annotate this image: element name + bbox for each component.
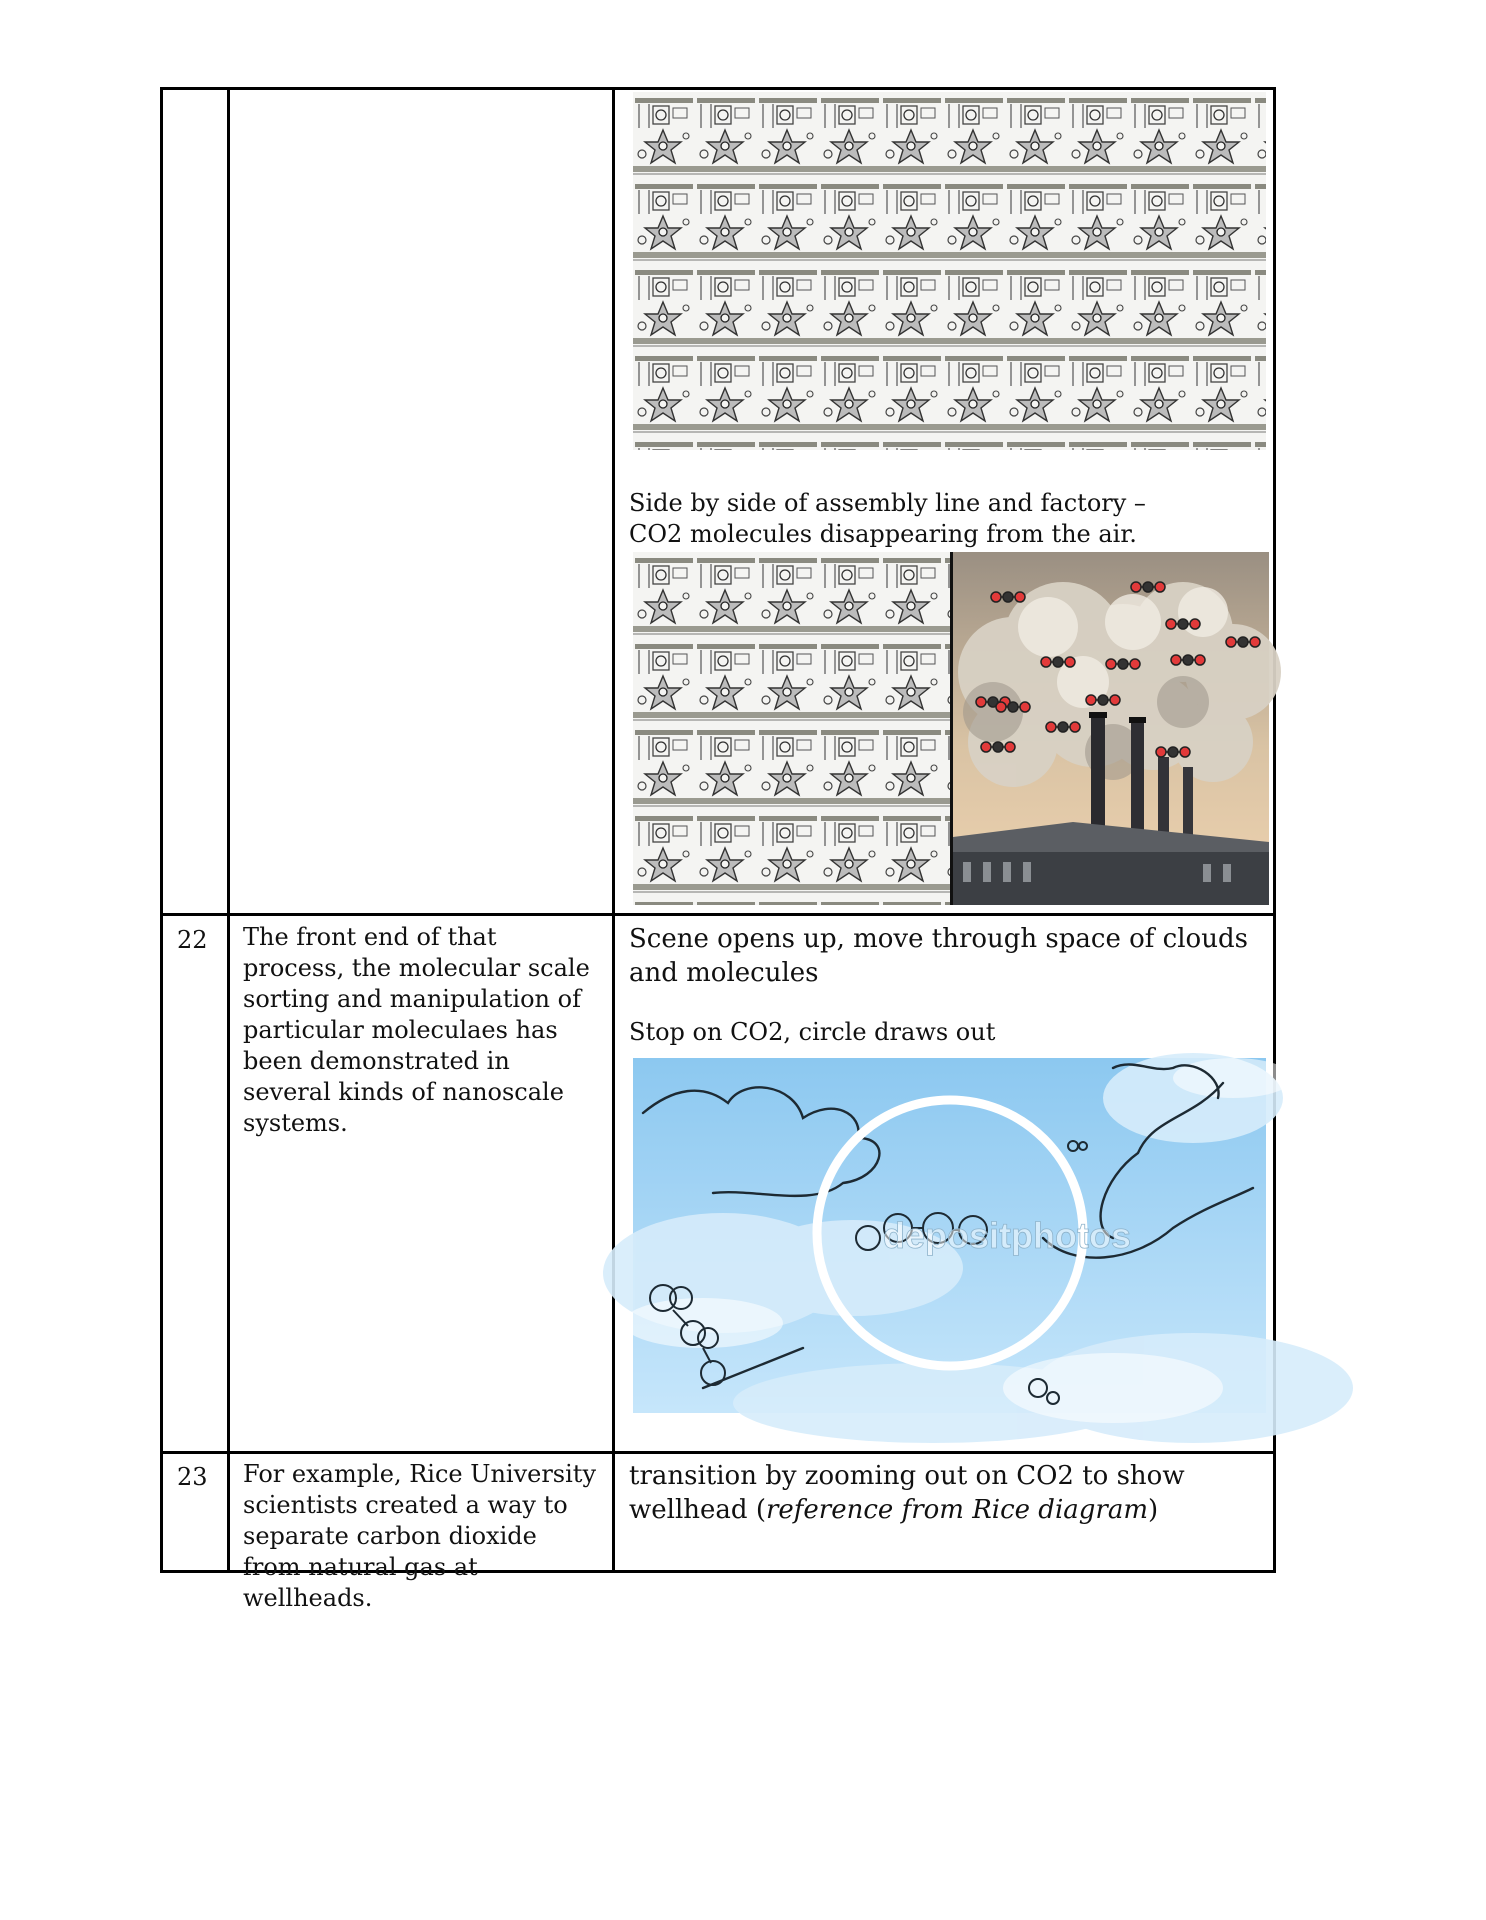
row-23-narration: For example, Rice University scientists created a way to separate carbon dioxide from natural gas at wellheads. <box>243 1460 597 1612</box>
row-23-heading-close: ) <box>1147 1495 1159 1525</box>
row-divider-2 <box>163 1451 1273 1454</box>
factory-smokestacks-image <box>950 552 1269 905</box>
assembly-line-image <box>633 92 1266 450</box>
sky-clouds-molecules-image <box>633 1058 1266 1413</box>
assembly-line-image-small <box>633 552 950 905</box>
column-divider-1 <box>227 90 230 1570</box>
row-22-visual-heading: Scene opens up, move through space of clouds and molecules <box>629 924 1248 988</box>
row-divider-1 <box>163 913 1273 916</box>
column-divider-2 <box>612 90 615 1570</box>
row-22-visual-caption: Stop on CO2, circle draws out <box>629 1018 996 1046</box>
row-23-heading-text: transition by zooming out on CO2 to show wellhead ( <box>629 1461 1185 1525</box>
row-22-number: 22 <box>177 926 208 954</box>
depositphotos-watermark: depositphotos <box>883 1215 1131 1256</box>
row-23-heading-italic: reference from Rice diagram <box>765 1495 1148 1525</box>
row-23-number: 23 <box>177 1463 208 1491</box>
storyboard-table <box>160 87 1276 1612</box>
row-23-visual-heading <box>629 1459 1229 1527</box>
row-22-narration: The front end of that process, the molecular scale sorting and manipulation of particular moleculaes has been demonstrated in several kinds of nanoscale systems. <box>243 923 590 1137</box>
row-1-visual-caption: Side by side of assembly line and factory – CO2 molecules disappearing from the air. <box>629 489 1146 548</box>
